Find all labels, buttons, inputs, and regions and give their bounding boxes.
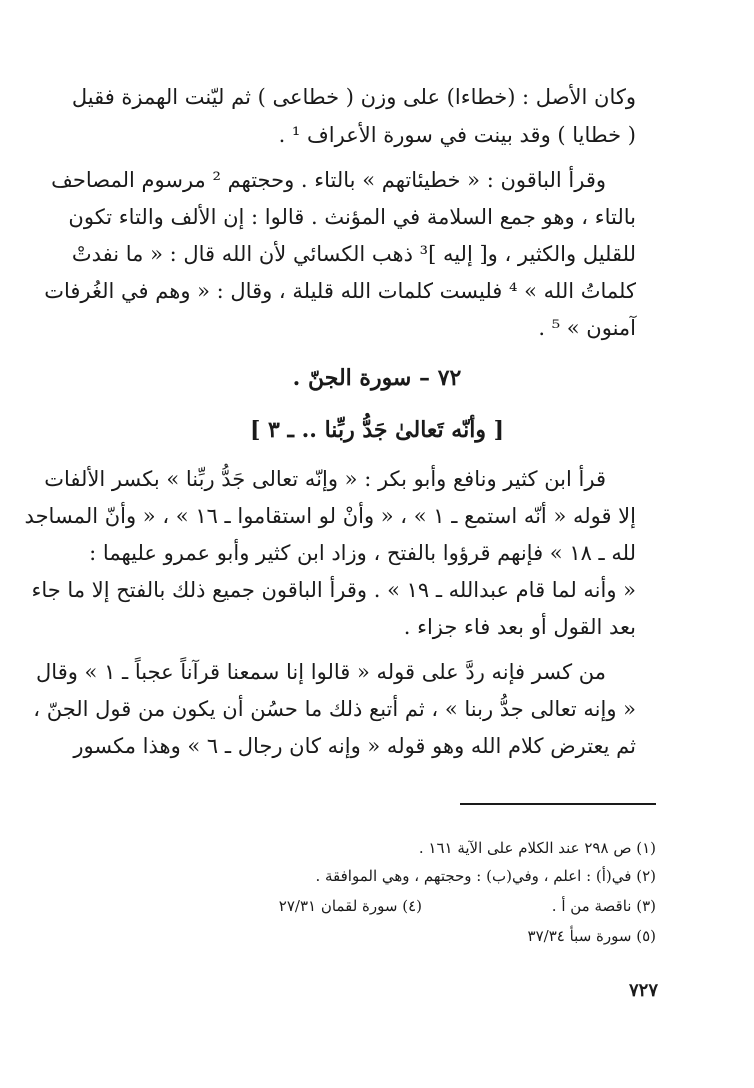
footnote: (١) ص ٢٩٨ عند الكلام على الآية ١٦١ .: [418, 839, 656, 857]
text-line: وكان الأصل : (خطاءا) على وزن ( خطاعى ) ثم ليّنت الهمزة فقيل: [71, 85, 636, 109]
text-line: كلماتُ الله » ⁴ فليست كلمات الله قليلة ، وقال : « وهم في الغُرفات: [44, 279, 636, 303]
page-number: ٧٢٧: [628, 980, 658, 1001]
footnote: (٥) سورة سبأ ٣٧/٣٤: [527, 927, 656, 945]
text-line: إلا قوله « أنّه استمع ـ ١ » ، « وأنْ لو استقاموا ـ ١٦ » ، « وأنّ المساجد: [24, 504, 636, 528]
text-line: ( خطايا ) وقد بينت في سورة الأعراف ¹ .: [278, 123, 636, 147]
text-line: وقرأ الباقون : « خطيئاتهم » بالتاء . وحجتهم ² مرسوم المصاحف: [51, 168, 606, 192]
footnote-separator: [460, 803, 656, 805]
text-line: لله ـ ١٨ » فإنهم قرؤوا بالفتح ، وزاد ابن كثير وأبو عمرو عليهما :: [89, 541, 636, 565]
footnote: (٢) في(أ) : اعلم ، وفي(ب) : وحجتهم ، وهي الموافقة .: [315, 867, 656, 885]
text-line: بالتاء ، وهو جمع السلامة في المؤنث . قالوا : إن الألف والتاء تكون: [68, 205, 636, 229]
footnote: (٣) ناقصة من أ .: [551, 897, 656, 915]
text-line: آمنون » ⁵ .: [538, 316, 636, 340]
verse-heading: [ وأنّه تَعالىٰ جَدُّ ربِّنا .. ـ ٣ ]: [249, 417, 505, 443]
text-line: للقليل والكثير ، و[ إليه ]³ ذهب الكسائي لأن الله قال : « ما نفدتْ: [71, 242, 636, 266]
text-line: بعد القول أو بعد فاء جزاء .: [403, 615, 636, 639]
surah-heading: ٧٢ – سورة الجنّ .: [292, 365, 462, 391]
text-line: قرأ ابن كثير ونافع وأبو بكر : « وإنّه تعالى جَدُّ ربِّنا » بكسر الألفات: [44, 467, 606, 491]
footnote: (٤) سورة لقمان ٢٧/٣١: [278, 897, 422, 915]
text-line: « وإنه تعالى جدُّ ربنا » ، ثم أتبع ذلك ما حسُن أن يكون من قول الجنّ ،: [33, 697, 636, 721]
text-line: « وأنه لما قام عبدالله ـ ١٩ » . وقرأ الباقون جميع ذلك بالفتح إلا ما جاء: [31, 578, 636, 602]
text-line: من كسر فإنه ردَّ على قوله « قالوا إنا سمعنا قرآناً عجباً ـ ١ » وقال: [36, 660, 606, 684]
text-line: ثم يعترض كلام الله وهو قوله « وإنه كان رجال ـ ٦ » وهذا مكسور: [73, 734, 636, 758]
